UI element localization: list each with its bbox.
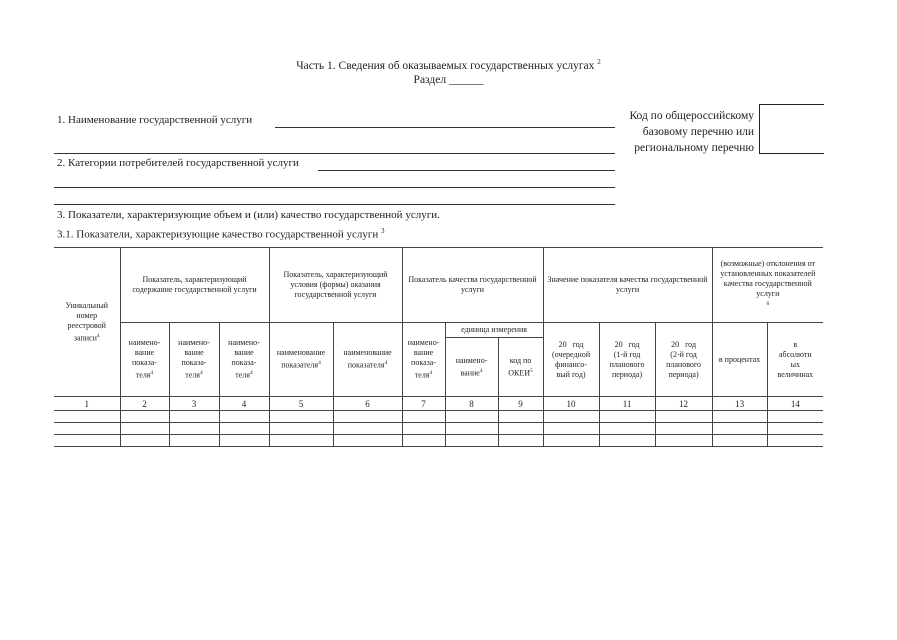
part-title-footnote: 2 (597, 58, 601, 66)
col-unique-number-line-4 (56, 331, 118, 344)
conditions-indicator-2-header (333, 323, 402, 397)
table-cell[interactable] (54, 423, 120, 435)
content-1-ind-b-wrap (123, 368, 167, 381)
content-2-ind-b-wrap (172, 368, 217, 381)
unit-name-footnote: 4 (479, 367, 483, 374)
content-2-ind-b: теля (185, 370, 200, 380)
column-number: 2 (120, 397, 169, 411)
deviation-absolute-d: величинах (777, 369, 814, 379)
table-cell[interactable] (54, 411, 120, 423)
table-cell[interactable] (120, 423, 169, 435)
year-2-detail-a: (1-й год (613, 349, 641, 359)
year-3-detail-b: планового (666, 359, 702, 369)
unit-name-a: наимено- (455, 355, 488, 365)
okei-b-wrap (501, 366, 541, 379)
column-number: 11 (599, 397, 655, 411)
deviation-percent-header: в процентах (712, 323, 767, 397)
table-cell[interactable] (219, 423, 269, 435)
service-name-label: 1. Наименование государственной услуги (57, 114, 253, 126)
column-number: 8 (445, 397, 498, 411)
unit-name-header (445, 338, 498, 397)
table-cell[interactable] (402, 423, 445, 435)
content-3-ind-b-wrap (222, 368, 267, 381)
table-cell[interactable] (54, 435, 120, 447)
column-number: 10 (543, 397, 599, 411)
col-unique-number-text: записи (73, 333, 97, 343)
table-cell[interactable] (498, 411, 543, 423)
quality-name-b: вание (413, 348, 434, 358)
col-unique-number-line-1: Уникальный (65, 300, 108, 310)
deviation-absolute-header (767, 323, 823, 397)
table-cell[interactable] (219, 435, 269, 447)
col-unique-number-line-3: реестровой (67, 320, 106, 330)
table-cell[interactable] (333, 411, 402, 423)
table-cell[interactable] (120, 435, 169, 447)
conditions-1-footnote: 4 (318, 360, 321, 367)
conditions-2-footnote: 4 (384, 360, 388, 367)
column-number: 14 (767, 397, 823, 411)
content-3-name-b: вание (234, 348, 254, 358)
quality-indicators-label (57, 227, 385, 241)
table-cell[interactable] (269, 423, 333, 435)
column-number: 1 (54, 397, 120, 411)
table-cell[interactable] (767, 435, 823, 447)
table-cell[interactable] (599, 435, 655, 447)
table-cell[interactable] (169, 423, 219, 435)
content-indicator-1-header (120, 323, 169, 397)
quality-indicators-text: 3.1. Показатели, характеризующие качество государственной услуги (57, 228, 379, 241)
unit-name-b-wrap (448, 366, 496, 379)
table-cell[interactable] (402, 411, 445, 423)
table-cell[interactable] (543, 435, 599, 447)
content-2-ind-a: показа- (181, 358, 207, 368)
conditions-1-ind-wrap (272, 358, 331, 371)
year-1-detail-c: вый год) (556, 369, 586, 379)
table-cell[interactable] (333, 423, 402, 435)
table-cell[interactable] (269, 411, 333, 423)
table-cell[interactable] (655, 423, 712, 435)
column-number: 4 (219, 397, 269, 411)
unit-group-header: единица измерения (445, 323, 543, 338)
quality-value-group-header: Значение показателя качества государственной услуги (543, 248, 712, 323)
year-3-detail-c: периода) (668, 369, 699, 379)
column-number: 7 (402, 397, 445, 411)
quality-indicator-name-header (402, 323, 445, 397)
year-2-detail-b: планового (609, 359, 645, 369)
table-cell[interactable] (333, 435, 402, 447)
conditions-1-ind: показателя (281, 360, 319, 370)
consumers-field-line-3[interactable] (54, 204, 615, 205)
table-cell[interactable] (219, 411, 269, 423)
content-3-ind-a: показа- (231, 358, 257, 368)
unit-name-b: вание (460, 368, 480, 378)
consumers-field-line[interactable] (318, 170, 615, 171)
content-2-footnote: 4 (199, 370, 203, 377)
deviation-group-header (712, 248, 823, 323)
column-number: 13 (712, 397, 767, 411)
year-2-detail-c: периода) (611, 369, 643, 379)
registry-code-label-line-3: региональному перечню (634, 142, 754, 154)
part-title (0, 58, 897, 72)
conditions-2-name: наименование (343, 348, 392, 358)
content-3-ind-b: теля (235, 370, 250, 380)
table-cell[interactable] (445, 435, 498, 447)
table-cell[interactable] (445, 423, 498, 435)
content-2-name-a: наимено- (178, 338, 210, 348)
content-1-name-b: вание (134, 348, 155, 358)
consumers-label: 2. Категории потребителей государственной услуги (57, 157, 299, 169)
okei-code-header (498, 338, 543, 397)
column-number: 12 (655, 397, 712, 411)
year-1-header (543, 323, 599, 397)
year-3-word: 20 год (671, 339, 697, 349)
okei-footnote: 5 (530, 367, 533, 374)
table-cell[interactable] (498, 435, 543, 447)
quality-footnote: 4 (429, 370, 433, 377)
quality-ind-a: показа- (411, 358, 437, 368)
column-number: 3 (169, 397, 219, 411)
content-2-name-b: вание (184, 348, 204, 358)
table-cell[interactable] (169, 411, 219, 423)
deviation-absolute-c: ых (790, 359, 800, 369)
table-cell[interactable] (712, 435, 767, 447)
conditions-indicator-1-header (269, 323, 333, 397)
table-cell[interactable] (543, 423, 599, 435)
year-2-header (599, 323, 655, 397)
column-number: 9 (498, 397, 543, 411)
table-cell[interactable] (498, 423, 543, 435)
indicators-label: 3. Показатели, характеризующие объем и (или) качество государственной услуги. (57, 209, 440, 221)
table-row (54, 435, 823, 447)
table-cell[interactable] (712, 423, 767, 435)
column-number: 5 (269, 397, 333, 411)
table-cell[interactable] (655, 411, 712, 423)
registry-code-label-line-2: базовому перечню или (642, 126, 754, 138)
table-cell[interactable] (269, 435, 333, 447)
content-1-ind-b: теля (135, 370, 151, 380)
quality-indicators-footnote: 3 (381, 227, 385, 235)
conditions-2-ind-wrap (336, 358, 400, 371)
conditions-1-name: наименование (276, 348, 326, 358)
col-unique-number-header (54, 248, 120, 397)
registry-code-box[interactable] (759, 104, 824, 154)
table-cell[interactable] (445, 411, 498, 423)
table-row (54, 411, 823, 423)
deviation-group-footnote: 6 (766, 300, 770, 307)
year-1-detail-b: финансо- (555, 359, 587, 369)
content-indicator-3-header (219, 323, 269, 397)
table-cell[interactable] (767, 411, 823, 423)
table-cell[interactable] (599, 423, 655, 435)
content-3-name-a: наимено- (228, 338, 260, 348)
table-row (54, 423, 823, 435)
consumers-field-line-2[interactable] (54, 187, 615, 188)
deviation-absolute-b: абсолютн (778, 349, 812, 359)
service-name-field-line[interactable] (275, 127, 615, 128)
table-cell[interactable] (655, 435, 712, 447)
year-3-detail-a: (2-й год (670, 349, 697, 359)
col-unique-number-line-2: номер (76, 310, 98, 320)
service-name-field-line-2[interactable] (54, 153, 615, 154)
conditions-indicator-group-header: Показатель, характеризующий условия (формы) оказания государственной услуги (269, 248, 402, 323)
content-indicator-2-header (169, 323, 219, 397)
conditions-2-ind: показателя (347, 360, 385, 370)
table-cell[interactable] (120, 411, 169, 423)
table-cell[interactable] (599, 411, 655, 423)
quality-name-a: наимено- (407, 338, 440, 348)
quality-indicator-group-header: Показатель качества государственной услуги (402, 248, 543, 323)
table-cell[interactable] (767, 423, 823, 435)
deviation-group-text: (возможные) отклонения от установленных показателей качества государственной услуги (720, 258, 816, 298)
column-number-row (54, 397, 823, 411)
year-1-word: 20 год (558, 339, 584, 349)
content-1-footnote: 4 (150, 370, 154, 377)
quality-ind-b: теля (414, 370, 430, 380)
year-2-word: 20 год (614, 339, 640, 349)
registry-code-label (628, 108, 754, 156)
section-label: Раздел ______ (413, 74, 484, 86)
content-3-footnote: 4 (250, 370, 253, 377)
table-cell[interactable] (402, 435, 445, 447)
table-cell[interactable] (543, 411, 599, 423)
year-3-header (655, 323, 712, 397)
deviation-absolute-a: в (793, 339, 798, 349)
content-1-name-a: наимено- (128, 338, 161, 348)
year-1-detail-a: (очередной (551, 349, 591, 359)
okei-b: ОКЕИ (508, 368, 531, 378)
content-indicator-group-header: Показатель, характеризующий содержание государственной услуги (120, 248, 269, 323)
registry-code-label-line-1: Код по общероссийскому (629, 110, 754, 122)
okei-a: код по (509, 355, 532, 365)
table-cell[interactable] (169, 435, 219, 447)
table-cell[interactable] (712, 411, 767, 423)
quality-ind-b-wrap (405, 368, 443, 381)
col-unique-number-footnote: 4 (96, 332, 100, 339)
column-number: 6 (333, 397, 402, 411)
quality-indicators-table (54, 247, 823, 447)
content-1-ind-a: показа- (132, 358, 157, 368)
part-title-text: Часть 1. Сведения об оказываемых государственных услугах (296, 59, 595, 72)
